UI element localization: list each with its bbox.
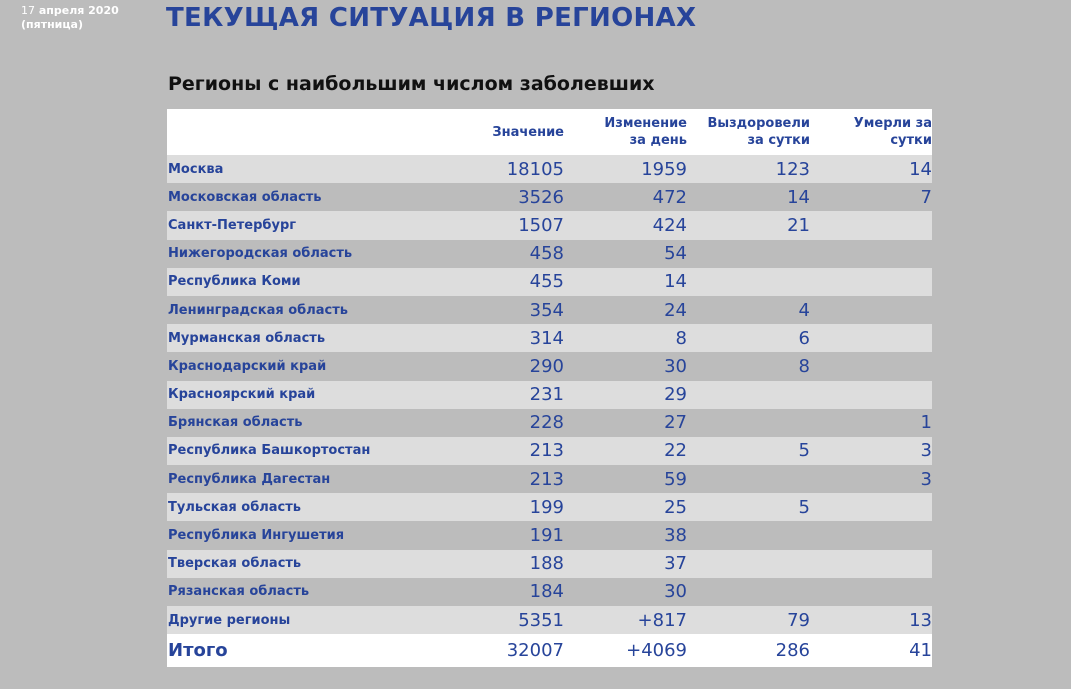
regions-table bbox=[167, 109, 932, 667]
region-name: Рязанская область bbox=[168, 584, 310, 600]
table-row bbox=[167, 268, 932, 296]
cell-value: 228 bbox=[529, 412, 564, 434]
region-name: Другие регионы bbox=[168, 612, 291, 628]
cell-value: 191 bbox=[529, 525, 564, 547]
region-name: Республика Дагестан bbox=[168, 471, 331, 487]
region-name: Тверская область bbox=[168, 556, 302, 572]
region-name: Республика Коми bbox=[168, 274, 301, 290]
total-recovered: 286 bbox=[775, 640, 810, 662]
cell-change: 24 bbox=[664, 299, 687, 321]
cell-recovered: 5 bbox=[798, 440, 810, 462]
weekday: (пятница) bbox=[21, 18, 83, 31]
cell-value: 290 bbox=[529, 355, 564, 377]
cell-change: 30 bbox=[664, 581, 687, 603]
cell-change: 30 bbox=[664, 355, 687, 377]
region-name: Республика Башкортостан bbox=[168, 443, 371, 459]
column-header-change: Изменение за день bbox=[604, 116, 687, 148]
cell-change: 1959 bbox=[641, 158, 687, 180]
date-day: 17 bbox=[21, 4, 35, 17]
cell-change: 37 bbox=[664, 553, 687, 575]
cell-value: 184 bbox=[529, 581, 564, 603]
cell-value: 458 bbox=[529, 243, 564, 265]
cell-change: 27 bbox=[664, 412, 687, 434]
cell-died: 7 bbox=[920, 186, 932, 208]
table-row bbox=[167, 240, 932, 268]
cell-value: 213 bbox=[529, 440, 564, 462]
table-row bbox=[167, 352, 932, 380]
cell-change: 29 bbox=[664, 384, 687, 406]
cell-recovered: 14 bbox=[787, 186, 810, 208]
cell-change: 54 bbox=[664, 243, 687, 265]
table-row-total bbox=[167, 634, 932, 667]
cell-change: 472 bbox=[652, 186, 687, 208]
cell-value: 3526 bbox=[518, 186, 564, 208]
cell-value: 188 bbox=[529, 553, 564, 575]
region-name: Республика Ингушетия bbox=[168, 528, 345, 544]
total-change: +4069 bbox=[626, 640, 687, 662]
region-name: Москва bbox=[168, 161, 224, 177]
total-label: Итого bbox=[168, 640, 228, 662]
region-name: Красноярский край bbox=[168, 387, 316, 403]
cell-value: 314 bbox=[529, 327, 564, 349]
cell-died: 14 bbox=[909, 158, 932, 180]
cell-value: 213 bbox=[529, 468, 564, 490]
date-label bbox=[21, 4, 119, 32]
table-row bbox=[167, 521, 932, 549]
cell-change: 14 bbox=[664, 271, 687, 293]
region-name: Ленинградская область bbox=[168, 302, 348, 318]
region-name: Нижегородская область bbox=[168, 246, 353, 262]
cell-change: 59 bbox=[664, 468, 687, 490]
total-value: 32007 bbox=[506, 640, 564, 662]
table-body bbox=[167, 155, 932, 634]
cell-recovered: 123 bbox=[775, 158, 810, 180]
table-row bbox=[167, 550, 932, 578]
region-name: Мурманская область bbox=[168, 330, 326, 346]
table-row bbox=[167, 437, 932, 465]
table-subtitle: Регионы с наибольшим числом заболевших bbox=[168, 73, 655, 95]
table-row bbox=[167, 493, 932, 521]
region-name: Краснодарский край bbox=[168, 358, 327, 374]
cell-recovered: 79 bbox=[787, 609, 810, 631]
cell-value: 1507 bbox=[518, 214, 564, 236]
region-name: Санкт-Петербург bbox=[168, 217, 297, 233]
table-row bbox=[167, 211, 932, 239]
region-name: Брянская область bbox=[168, 415, 303, 431]
column-header-died: Умерли за сутки bbox=[853, 116, 932, 148]
cell-value: 354 bbox=[529, 299, 564, 321]
table-row bbox=[167, 409, 932, 437]
table-row bbox=[167, 183, 932, 211]
table-row bbox=[167, 155, 932, 183]
region-name: Московская область bbox=[168, 189, 322, 205]
cell-change: 25 bbox=[664, 496, 687, 518]
cell-change: 424 bbox=[652, 214, 687, 236]
column-header-recovered: Выздоровели за сутки bbox=[707, 116, 810, 148]
table-row bbox=[167, 606, 932, 634]
cell-died: 13 bbox=[909, 609, 932, 631]
cell-change: 8 bbox=[675, 327, 687, 349]
cell-value: 5351 bbox=[518, 609, 564, 631]
date-line bbox=[21, 4, 119, 18]
cell-value: 199 bbox=[529, 496, 564, 518]
table-header bbox=[167, 109, 932, 155]
cell-recovered: 4 bbox=[798, 299, 810, 321]
cell-recovered: 21 bbox=[787, 214, 810, 236]
table-row bbox=[167, 465, 932, 493]
cell-died: 1 bbox=[920, 412, 932, 434]
cell-change: 22 bbox=[664, 440, 687, 462]
cell-value: 455 bbox=[529, 271, 564, 293]
page-title: ТЕКУЩАЯ СИТУАЦИЯ В РЕГИОНАХ bbox=[166, 3, 697, 33]
cell-recovered: 5 bbox=[798, 496, 810, 518]
table-row bbox=[167, 381, 932, 409]
total-died: 41 bbox=[909, 640, 932, 662]
date-month: апреля 2020 bbox=[38, 4, 119, 17]
table-row bbox=[167, 296, 932, 324]
cell-recovered: 6 bbox=[798, 327, 810, 349]
cell-value: 18105 bbox=[506, 158, 564, 180]
cell-died: 3 bbox=[920, 468, 932, 490]
cell-died: 3 bbox=[920, 440, 932, 462]
cell-change: 38 bbox=[664, 525, 687, 547]
cell-change: +817 bbox=[637, 609, 687, 631]
column-header-value: Значение bbox=[492, 125, 564, 140]
cell-value: 231 bbox=[529, 384, 564, 406]
table-row bbox=[167, 324, 932, 352]
table-row bbox=[167, 578, 932, 606]
region-name: Тульская область bbox=[168, 499, 302, 515]
cell-recovered: 8 bbox=[798, 355, 810, 377]
